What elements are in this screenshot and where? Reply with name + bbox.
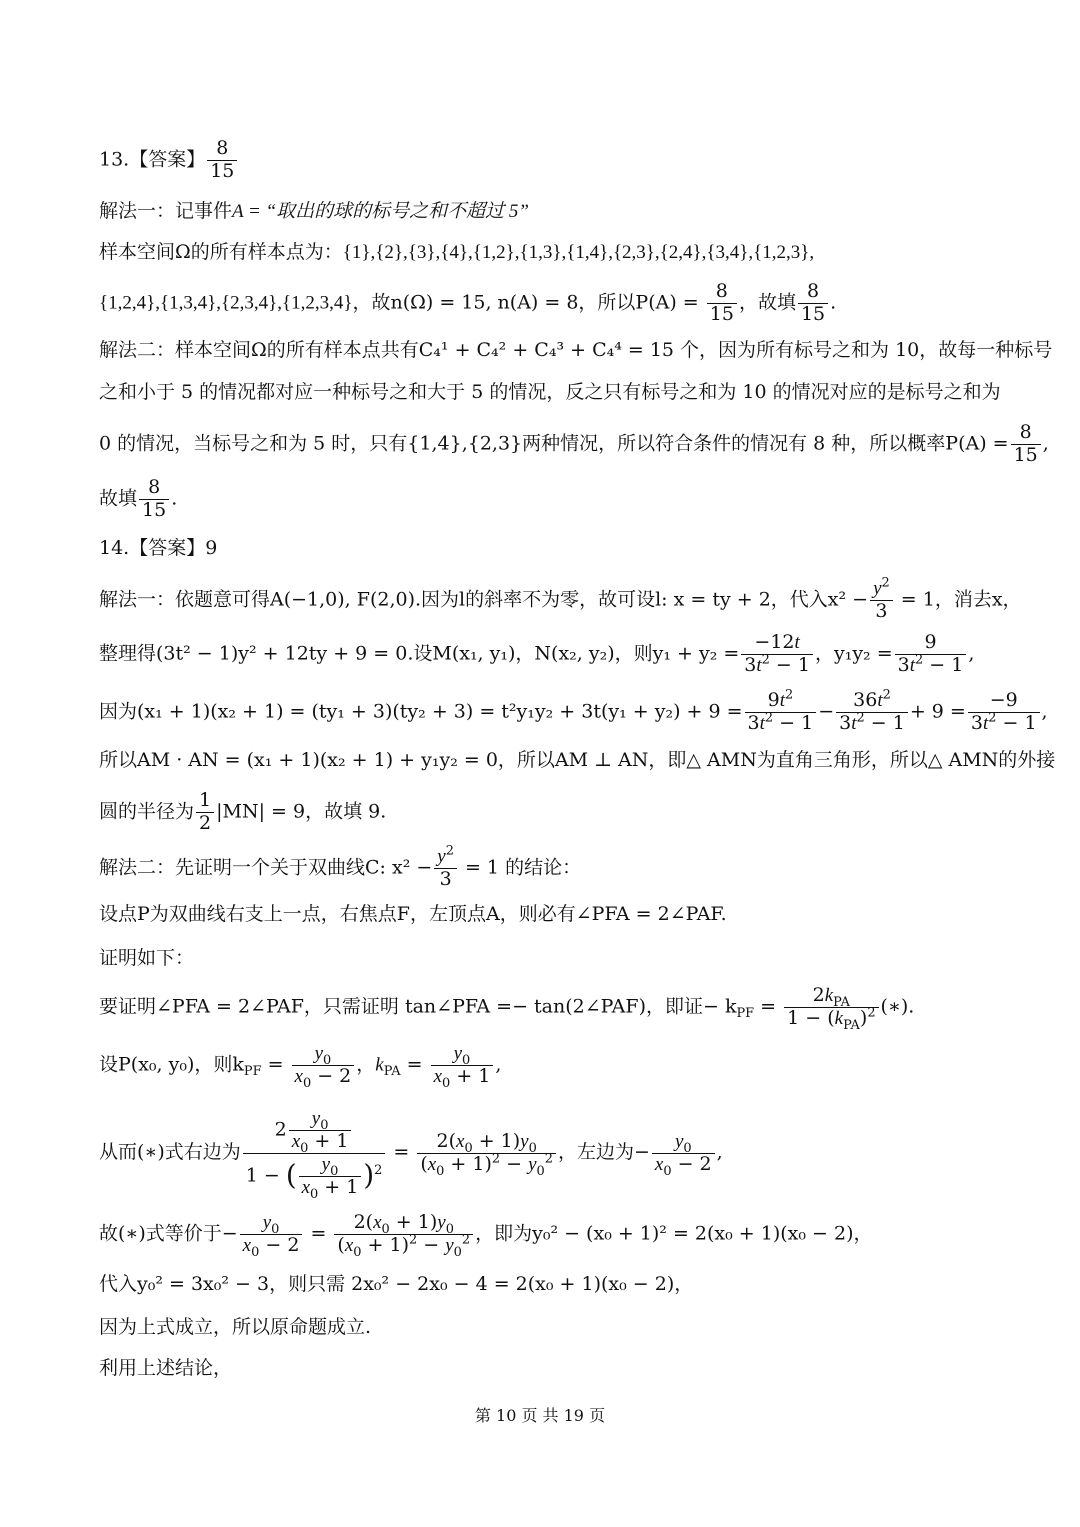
fill-fraction: $\frac{8}{15}$ (798, 281, 828, 326)
q14-s2-l6: 从而(∗)式右边为 2 $\frac{y_0}{x_0 + 1}$ 1 − ( $\frac{y_0}{x_0 + 1}$ )$^2$ = $\frac{2(x_0 + 1)y_0}{(x_0 + 1)^2 - y_0^2}$ ，左边为− $\frac{y_0}{x_0 - 2}$ , (99, 1108, 723, 1202)
simplified-fraction: $\frac{2(x_0 + 1)y_0}{(x_0 + 1)^2 - y_0^2}$ (417, 1131, 556, 1176)
q14-s1-l5: 圆的半径为 $\frac{1}{2}$ |MN| = 9，故填 9. (99, 789, 387, 834)
kpf-fraction: $\frac{y_0}{x_0 - 2}$ (292, 1043, 355, 1088)
q13-answer-line (99, 138, 239, 183)
q14-s1-l3: 因为(x₁ + 1)(x₂ + 1) = (ty₁ + 3)(ty₂ + 3) = t²y₁y₂ + 3t(y₁ + y₂) + 9 = $\frac{9t^2}{3t^2 - 1}$ − $\frac{36t^2}{3t^2 - 1}$ + 9 = $\frac{-9}{3t^2 - 1}$ , (99, 687, 1048, 734)
q14-s2-l8: 代入y₀² = 3x₀² − 3，则只需 2x₀² − 2x₀ − 4 = 2(x₀ + 1)(x₀ − 2)， (99, 1273, 694, 1295)
q14-s2-l1: 解法二：先证明一个关于双曲线C: x² − $\frac{y^2}{3}$ = 1 的结论： (99, 843, 582, 890)
q14-s2-l2: 设点P为双曲线右支上一点，右焦点F，左顶点A，则必有∠PFA = 2∠PAF. (99, 903, 727, 925)
q14-s2-l10: 利用上述结论， (99, 1357, 233, 1379)
q14-s2-l3: 证明如下： (99, 947, 195, 969)
sum-fraction: $\frac{-12t}{3t^2 - 1}$ (741, 632, 813, 677)
q13-sol1-title: 解法一：记事件A = “取出的球的标号之和不超过 5” (99, 200, 529, 222)
y2-over-3-b: $\frac{y^2}{3}$ (434, 846, 457, 891)
fill-fraction-2: $\frac{8}{15}$ (139, 477, 169, 522)
q13-label: 13.【答案】 (99, 148, 206, 171)
q13-answer-fraction: $\frac{8}{15}$ (207, 138, 237, 183)
left-side-fraction: $\frac{y_0}{x_0 - 2}$ (652, 1131, 715, 1176)
half-fraction: $\frac{1}{2}$ (196, 790, 214, 835)
q14-s1-l4: 所以AM · AN = (x₁ + 1)(x₂ + 1) + y₁y₂ = 0，所以AM ⊥ AN，即△ AMN为直角三角形，所以△ AMN的外接 (99, 749, 1056, 771)
equiv-left-fraction: $\frac{y_0}{x_0 - 2}$ (240, 1212, 303, 1257)
product-fraction: $\frac{9}{3t^2 - 1}$ (895, 632, 967, 677)
q13-sol2-line2: 之和小于 5 的情况都对应一种标号之和大于 5 的情况，反之只有标号之和为 10 的情况对应的是标号之和为 (99, 381, 1001, 403)
right-side-fraction: 2 $\frac{y_0}{x_0 + 1}$ 1 − ( $\frac{y_0}{x_0 + 1}$ )$^2$ (243, 1108, 386, 1198)
q14-s1-l1: 解法一：依题意可得A(−1,0), F(2,0).因为l的斜率不为零，故可设l: x = ty + 2，代入x² − $\frac{y^2}{3}$ = 1，消去x， (99, 575, 1022, 622)
q13-fill: 故填 $\frac{8}{15}$ . (99, 476, 178, 521)
q13-sol2-line3: 0 的情况，当标号之和为 5 时，只有{1,4},{2,3}两种情况，所以符合条件的情况有 8 种，所以概率P(A) = $\frac{8}{15}$ , (99, 421, 1049, 466)
prob-fraction-2: $\frac{8}{15}$ (1011, 422, 1041, 467)
kpa-fraction: $\frac{y_0}{x_0 + 1}$ (431, 1043, 494, 1088)
q13-sample-line2: {1,2,4},{1,3,4},{2,3,4},{1,2,3,4}，故n(Ω) = 15, n(A) = 8，所以P(A) = $\frac{8}{15}$ ，故填 $\frac{8}{15}$ . (99, 280, 837, 325)
prob-fraction: $\frac{8}{15}$ (707, 281, 737, 326)
q14-s2-l4: 要证明∠PFA = 2∠PAF，只需证明 tan∠PFA =− tan(2∠PAF)，即证− $k_{PF}$ = $\frac{2k_{PA}}{1 - (k_{PA})^2}$ (∗). (99, 984, 915, 1033)
frac-36t2: $\frac{36t^2}{3t^2 - 1}$ (836, 690, 908, 735)
frac-9t2: $\frac{9t^2}{3t^2 - 1}$ (745, 690, 817, 735)
q14-s2-l9: 因为上式成立，所以原命题成立. (99, 1316, 372, 1338)
page-footer: 第 10 页 共 19 页 (474, 1406, 606, 1425)
q14-s1-l2: 整理得(3t² − 1)y² + 12ty + 9 = 0.设M(x₁, y₁)，N(x₂, y₂)，则y₁ + y₂ = $\frac{-12t}{3t^2 - 1}$ ，y₁y₂ = $\frac{9}{3t^2 - 1}$ , (99, 631, 975, 676)
frac-neg9: $\frac{-9}{3t^2 - 1}$ (968, 690, 1040, 735)
q14-s2-l7: 故(∗)式等价于− $\frac{y_0}{x_0 - 2}$ = $\frac{2(x_0 + 1)y_0}{(x_0 + 1)^2 - y_0^2}$ ，即为y₀² − (x₀ + 1)² = 2(x₀ + 1)(x₀ − 2)， (99, 1211, 873, 1260)
tan-double-fraction: $\frac{2k_{PA}}{1 - (k_{PA})^2}$ (784, 985, 878, 1030)
q14-answer-line: 14.【答案】9 (99, 537, 218, 559)
q13-sample-line1: 样本空间Ω的所有样本点为：{1},{2},{3},{4},{1,2},{1,3},{1,4},{2,3},{2,4},{3,4},{1,2,3}, (99, 241, 815, 263)
y2-over-3: $\frac{y^2}{3}$ (870, 578, 893, 623)
q13-sol2-line1: 解法二：样本空间Ω的所有样本点共有C₄¹ + C₄² + C₄³ + C₄⁴ = 15 个，因为所有标号之和为 10，故每一种标号 (99, 339, 1053, 361)
equiv-right-fraction: $\frac{2(x_0 + 1)y_0}{(x_0 + 1)^2 - y_0^2}$ (334, 1212, 473, 1257)
q14-s2-l5: 设P(x₀, y₀)，则$k_{PF}$ = $\frac{y_0}{x_0 - 2}$ ，$k_{PA}$ = $\frac{y_0}{x_0 + 1}$ , (99, 1043, 502, 1091)
